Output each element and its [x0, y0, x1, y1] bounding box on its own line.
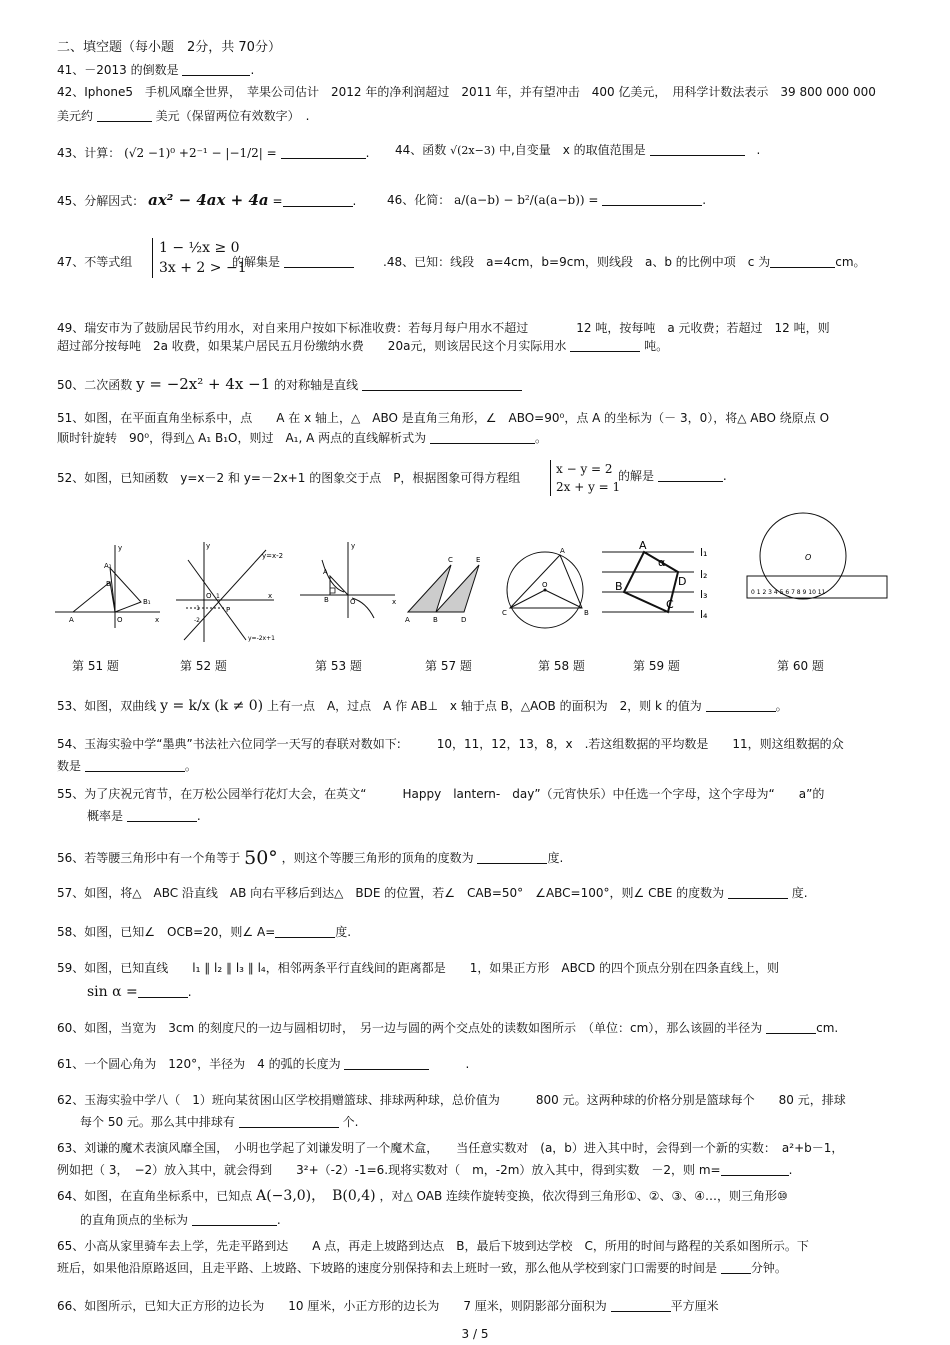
q52-text: 52、如图，已知函数 y=x－2 和 y=－2x+1 的图象交于点 P，根据图象可得方程组: [57, 471, 521, 485]
question-54-cont: [57, 758, 197, 774]
answer-blank: [284, 255, 354, 268]
caption-58: 第 58 题: [538, 659, 585, 673]
f60-label: O: [805, 553, 812, 562]
answer-blank: [706, 699, 776, 712]
q47-text: 47、不等式组: [57, 255, 133, 269]
caption-52: 第 52 题: [180, 659, 227, 673]
f59-label: l₄: [700, 608, 708, 621]
f51-label: A₁: [104, 562, 112, 570]
f53-label: y: [351, 542, 356, 550]
answer-blank: [477, 851, 547, 864]
f59-label: B: [615, 580, 623, 593]
q50-text: 50、二次函数: [57, 378, 133, 392]
figure-58: [500, 540, 600, 630]
q42-text: 42、Iphone5 手机风靡全世界， 苹果公司估计 2012 年的净利润超过 2011 年，并有望冲击 400 亿美元， 用科学计数法表示 39 800 000 000: [57, 85, 876, 99]
q44-expression: √(2x−3): [450, 144, 496, 157]
caption-57: 第 57 题: [425, 659, 472, 673]
answer-blank: [721, 1163, 789, 1176]
f52-label: y=-2x+1: [248, 635, 275, 642]
f53-label: x: [392, 598, 397, 606]
q44-text-b: 中,自变量 x 的取值范围是: [498, 143, 646, 157]
question-49: [57, 320, 830, 336]
f58-label: O: [542, 581, 548, 589]
q53-end: 。: [775, 699, 788, 713]
f51-label: A: [69, 616, 74, 624]
f52-label: -1: [194, 605, 200, 612]
figure-52: [176, 540, 284, 645]
figure-57: [403, 540, 493, 630]
caption-51: 第 51 题: [72, 659, 119, 673]
question-48: [383, 254, 866, 270]
f60-ruler-labels: 0 1 2 3 4 5 6 7 8 9 10 11: [751, 589, 826, 596]
q46-expression: a/(a−b) − b²/(a(a−b)) =: [454, 193, 599, 207]
question-47-b: [232, 254, 354, 270]
question-61: 61、一个圆心角为 120°，半径为 4 的弧的长度为 .: [57, 1057, 470, 1071]
question-59-cont: sin α = .: [87, 984, 192, 1000]
q41-text: 41、－2013 的倒数是: [57, 63, 179, 77]
answer-blank: [611, 1299, 671, 1312]
q47-text-b: 的解集是: [232, 255, 281, 269]
q52-equation-2: 2x + y = 1: [556, 480, 621, 494]
question-55: [57, 786, 824, 802]
answer-blank: [770, 255, 835, 268]
section-title: 二、填空题（每小题 2分，共 70分）: [57, 40, 281, 55]
q65-text-b: 班后，如果他沿原路返回，且走平路、上坡路、下坡路的速度分别保持和去上班时一致，那么他从学校到家门口需要的时间是: [57, 1261, 718, 1275]
question-57: [57, 885, 808, 901]
caption-53: 第 53 题: [315, 659, 362, 673]
question-63: [57, 1140, 843, 1156]
answer-blank: [283, 194, 353, 207]
question-60: [57, 1020, 838, 1036]
q50-text-b: 的对称轴是直线: [274, 378, 359, 392]
q63-text: 63、刘谦的魔术表演风靡全国， 小明也学起了刘谦发明了一个魔术盒， 当任意实数对 (a，b）进入其中时，会得到一个新的实数： a²+b－1，: [57, 1141, 844, 1155]
answer-blank: [430, 431, 535, 444]
q62-text: 62、玉海实验中学八（ 1）班向某贫困山区学校捐赠篮球、排球两种球，总价值为 800 元。这两种球的价格分别是篮球每个 80 元，排球: [57, 1093, 846, 1107]
q52-system: [550, 460, 620, 496]
answer-blank: [570, 339, 640, 352]
f51-label: O: [117, 616, 123, 624]
f57-label: D: [461, 616, 467, 624]
f59-label: D: [678, 575, 687, 588]
q50-expression: y = −2x² + 4x −1: [136, 375, 271, 393]
answer-blank: [281, 146, 366, 159]
f58-label: B: [584, 609, 589, 617]
question-42: [57, 84, 876, 100]
q51-end: 。: [534, 431, 547, 445]
q48-unit: cm。: [835, 255, 866, 269]
f52-label: O: [206, 592, 212, 600]
question-49-cont: [57, 338, 668, 354]
q66-unit: 平方厘米: [670, 1299, 719, 1313]
q63-text-b: 例如把（ 3， −2）放入其中，就会得到 3²+（-2）-1=6.现将实数对（ m，-2m）放入其中，得到实数 －2，则 m=: [57, 1163, 721, 1177]
f52-label: x: [268, 592, 273, 600]
q43-text: 43、计算：: [57, 146, 121, 160]
answer-blank: [275, 925, 335, 938]
f52-label: y=x-2: [262, 552, 284, 560]
answer-blank: [650, 143, 745, 156]
f59-label: l₃: [700, 588, 708, 601]
f53-label: O: [350, 598, 356, 606]
q47-inequality-1: 1 − ½x ≥ 0: [159, 240, 240, 256]
question-65-cont: [57, 1260, 787, 1276]
f53-label: A: [323, 568, 328, 576]
f58-label: A: [560, 547, 565, 555]
caption-59: 第 59 题: [633, 659, 680, 673]
q57-text: 57、如图，将△ ABC 沿直线 AB 向右平移后到达△ BDE 的位置，若∠ CAB=50° ∠ABC=100°，则∠ CBE 的度数为: [57, 886, 725, 900]
question-55-cont: 概率是 .: [87, 809, 201, 823]
question-56: [57, 847, 564, 869]
question-45: 45、分解因式： ax² − 4ax + 4a = .: [57, 191, 357, 209]
question-44: 44、函数 √(2x−3) 中,自变量 x 的取值范围是 .: [395, 143, 761, 157]
q44-text: 44、函数: [395, 143, 447, 157]
f59-label: C: [666, 598, 674, 611]
q58-unit: 度.: [335, 925, 352, 939]
q59-expression: sin α =: [87, 984, 138, 1000]
f51-label: B₁: [143, 598, 151, 606]
q58-text: 58、如图，已知∠ OCB=20，则∠ A=: [57, 925, 276, 939]
question-52-b: 的解是 .: [618, 469, 727, 483]
f52-label: -2: [194, 617, 200, 624]
answer-blank: [239, 1115, 339, 1128]
answer-blank: [721, 1261, 751, 1274]
question-62-cont: [80, 1114, 358, 1130]
answer-blank: [85, 759, 185, 772]
caption-60: 第 60 题: [777, 659, 824, 673]
figure-53: [300, 540, 400, 620]
q53-expression: y = k/x (k ≠ 0): [160, 698, 264, 714]
question-63-cont: 例如把（ 3， −2）放入其中，就会得到 3²+（-2）-1=6.现将实数对（ m，-2m）放入其中，得到实数 －2，则 m= .: [57, 1163, 793, 1177]
figure-51: [55, 540, 165, 630]
q47-inequality-2: 3x + 2 > −1: [159, 260, 247, 276]
question-50: [57, 376, 522, 393]
answer-blank: [127, 809, 197, 822]
q54-text: 54、玉海实验中学“墨典”书法社六位同学一天写的春联对数如下: 10，11，12，13，8，x .若这组数据的平均数是 11，则这组数据的众: [57, 737, 844, 751]
f52-label: y: [206, 542, 211, 550]
question-42-cont: [57, 108, 310, 124]
question-41: 41、－2013 的倒数是 .: [57, 63, 255, 77]
f57-label: B: [433, 616, 438, 624]
f59-label: l₂: [700, 568, 708, 581]
q57-unit: 度.: [791, 886, 808, 900]
question-54: [57, 736, 844, 752]
q54-end: 。: [184, 759, 197, 773]
figure-60: [745, 512, 895, 612]
answer-blank: [602, 193, 702, 206]
q53-text-b: 上有一点 A，过点 A 作 AB⊥ x 轴于点 B，△AOB 的面积为 2，则 k 的值为: [266, 699, 702, 713]
q51-text-b: 顺时针旋转 90⁰，得到△ A₁ B₁O，则过 A₁, A 两点的直线解析式为: [57, 431, 427, 445]
answer-blank: [344, 1057, 429, 1070]
q61-text: 61、一个圆心角为 120°，半径为 4 的弧的长度为: [57, 1057, 341, 1071]
question-47: [57, 254, 132, 270]
f52-label: 1: [216, 593, 220, 600]
answer-blank: [182, 63, 250, 76]
q65-unit: 分钟。: [750, 1261, 787, 1275]
q55-text: 55、为了庆祝元宵节，在万松公园举行花灯大会，在英文“ Happy lantern- day”（元宵快乐）中任选一个字母，这个字母为“ a”的: [57, 787, 825, 801]
q56-unit: 度.: [547, 851, 564, 865]
q49-text-b: 超过部分按每吨 2a 收费，如果某户居民五月份缴纳水费 20a元，则该居民这个月实际用水: [57, 339, 567, 353]
q60-unit: cm.: [816, 1021, 839, 1035]
q42-text-c: 美元（保留两位有效数字） .: [155, 109, 310, 123]
q52-equation-1: x − y = 2: [556, 462, 613, 476]
f59-label: α: [658, 556, 666, 569]
question-64-cont: 的直角顶点的坐标为 .: [80, 1213, 281, 1227]
f51-label: y: [118, 544, 123, 552]
question-62: [57, 1092, 846, 1108]
answer-blank: [728, 886, 788, 899]
q56-text: 56、若等腰三角形中有一个角等于: [57, 851, 241, 865]
question-58: [57, 924, 351, 940]
q49-text: 49、瑞安市为了鼓励居民节约用水，对自来用户按如下标准收费：若每月每户用水不超过 12 吨，按每吨 a 元收费；若超过 12 吨，则: [57, 321, 830, 335]
q48-text: .48、已知：线段 a=4cm，b=9cm，则线段 a、b 的比例中项 c 为: [383, 255, 771, 269]
q42-text-b: 美元约: [57, 109, 94, 123]
question-59: [57, 960, 779, 976]
q59-text: 59、如图，已知直线 l₁ ∥ l₂ ∥ l₃ ∥ l₄，相邻两条平行直线间的距离都是 1，如果正方形 ABCD 的四个顶点分别在四条直线上，则: [57, 961, 780, 975]
q56-expression: 50°: [244, 847, 278, 869]
answer-blank: [362, 378, 522, 391]
question-64: [57, 1188, 788, 1204]
f51-label: x: [155, 616, 160, 624]
q53-text: 53、如图，双曲线: [57, 699, 157, 713]
answer-blank: [138, 985, 188, 998]
q52-text-b: 的解是: [618, 469, 655, 483]
f52-label: P: [226, 606, 231, 614]
f51-label: B: [106, 580, 111, 588]
answer-blank: [658, 469, 723, 482]
q45-text: 45、分解因式：: [57, 194, 145, 208]
question-53: [57, 698, 788, 714]
question-65: [57, 1238, 809, 1254]
q43-expression: (√2 −1)⁰ +2⁻¹ − |−1/2| =: [124, 146, 277, 160]
q49-unit: 吨。: [644, 339, 669, 353]
q45-expression: ax² − 4ax + 4a: [148, 191, 269, 209]
answer-blank: [97, 109, 152, 122]
f59-label: l₁: [700, 546, 708, 559]
q64-expression: A(−3,0)， B(0,4): [256, 1188, 376, 1204]
question-66: [57, 1298, 719, 1314]
q60-text: 60、如图，当宽为 3cm 的刻度尺的一边与圆相切时， 另一边与圆的两个交点处的读数如图所示 （单位：cm），那么该圆的半径为: [57, 1021, 763, 1035]
page-number: 3 / 5: [461, 1327, 489, 1341]
question-46: 46、化简： a/(a−b) − b²/(a(a−b)) = .: [387, 193, 707, 207]
question-43: 43、计算： (√2 −1)⁰ +2⁻¹ − |−1/2| = .: [57, 146, 370, 160]
q64-text: 64、如图，在直角坐标系中，已知点: [57, 1189, 253, 1203]
q55-text-b: 概率是: [87, 809, 124, 823]
q66-text: 66、如图所示，已知大正方形的边长为 10 厘米，小正方形的边长为 7 厘米，则阴影部分面积为: [57, 1299, 607, 1313]
question-52: [57, 470, 520, 486]
q62-text-b: 每个 50 元。那么其中排球有: [80, 1115, 235, 1129]
q51-text: 51、如图，在平面直角坐标系中，点 A 在 x 轴上，△ ABO 是直角三角形，∠ ABO=90⁰，点 A 的坐标为（－ 3，0），将△ ABO 绕原点 O: [57, 411, 830, 425]
question-51-cont: [57, 430, 547, 446]
f57-label: E: [476, 556, 481, 564]
f57-label: A: [405, 616, 410, 624]
question-51: [57, 410, 829, 426]
q46-text: 46、化简：: [387, 193, 451, 207]
q64-text-b: ，对△ OAB 连续作旋转变换，依次得到三角形①、②、③、④…，则三角形⑩: [379, 1189, 788, 1203]
figure-59: [602, 540, 717, 625]
q54-text-b: 数是: [57, 759, 82, 773]
q56-text-b: ，则这个等腰三角形的顶角的度数为: [281, 851, 474, 865]
q62-unit: 个.: [342, 1115, 359, 1129]
answer-blank: [192, 1213, 277, 1226]
f53-label: B: [324, 596, 329, 604]
f57-label: C: [448, 556, 453, 564]
q64-text-c: 的直角顶点的坐标为: [80, 1213, 189, 1227]
answer-blank: [766, 1021, 816, 1034]
f58-label: C: [502, 609, 507, 617]
f59-label: A: [639, 539, 647, 552]
q65-text: 65、小高从家里骑车去上学，先走平路到达 A 点，再走上坡路到达点 B，最后下坡到达学校 C，所用的时间与路程的关系如图所示。下: [57, 1239, 809, 1253]
